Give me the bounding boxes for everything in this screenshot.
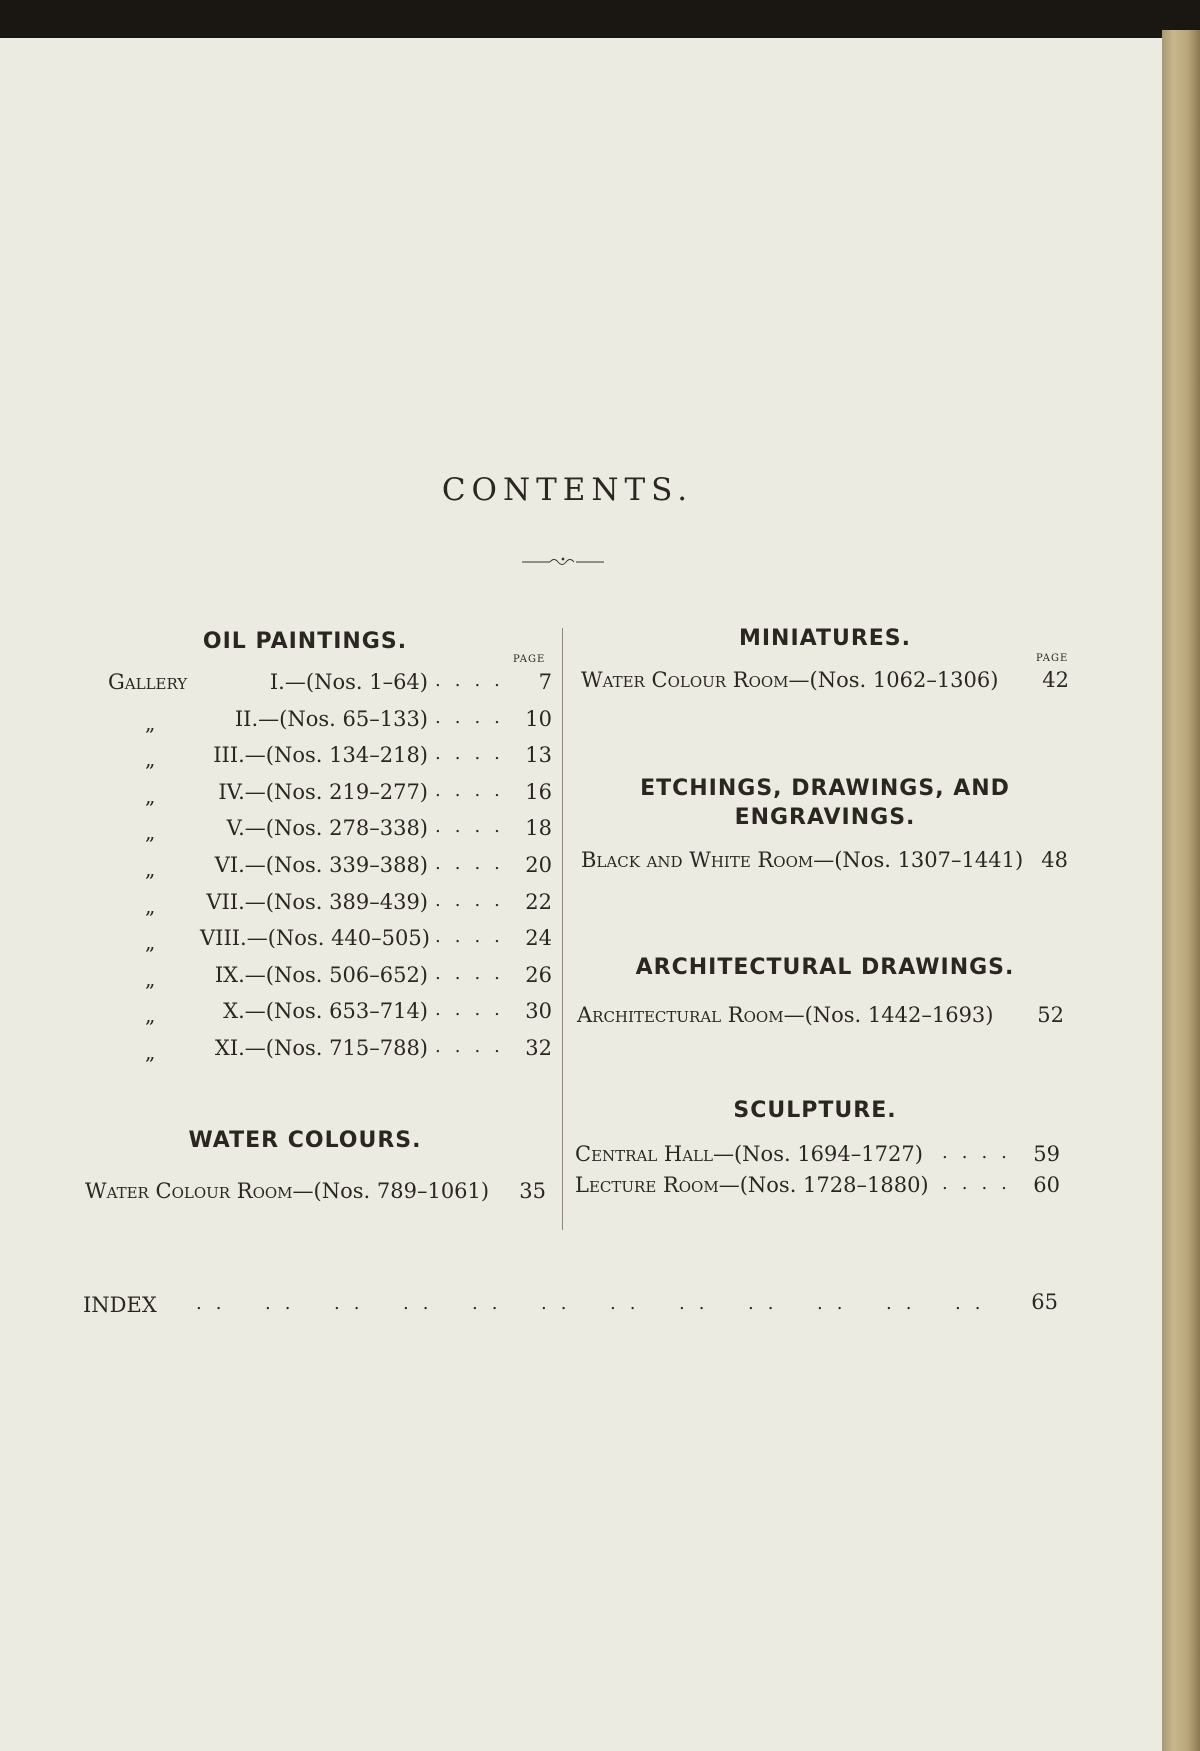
number-range: —(Nos. 506–652): [244, 963, 428, 987]
number-range: —(Nos. 1307–1441): [813, 848, 1024, 872]
gallery-number: IV.: [218, 780, 245, 804]
number-range: —(Nos. 134–218): [244, 743, 428, 767]
page-number: 7: [538, 670, 552, 694]
toc-entry[interactable]: [200, 963, 428, 987]
page-number: 60: [1033, 1173, 1060, 1197]
etchings-heading-line2: ENGRAVINGS.: [734, 805, 916, 830]
oil-paintings-heading: OIL PAINTINGS.: [202, 629, 408, 654]
gallery-number: XI.: [214, 1036, 245, 1060]
page-number: 59: [1033, 1142, 1060, 1166]
ditto-mark: „: [145, 711, 156, 735]
toc-entry[interactable]: [200, 743, 428, 767]
water-colours-heading: WATER COLOURS.: [188, 1128, 422, 1153]
index-page-number: 65: [1031, 1290, 1058, 1314]
book-page: [0, 38, 1162, 1751]
page-number: 18: [525, 816, 552, 840]
ditto-mark: „: [145, 894, 156, 918]
leader-dots: ....: [435, 926, 514, 947]
page-title: CONTENTS.: [441, 472, 694, 508]
leader-dots: ....: [435, 670, 514, 691]
toc-entry[interactable]: [200, 707, 428, 731]
page-number: 20: [525, 853, 552, 877]
number-range: —(Nos. 715–788): [244, 1036, 428, 1060]
page-number: 22: [525, 890, 552, 914]
leader-dots: ....: [435, 853, 514, 874]
page-number: 52: [1037, 1003, 1064, 1027]
gallery-number: VI.: [214, 853, 245, 877]
room-name: Water Colour Room: [581, 668, 789, 692]
page-number: 16: [525, 780, 552, 804]
gallery-number: V.: [226, 816, 245, 840]
room-name: Black and White Room: [581, 848, 814, 872]
toc-entry[interactable]: [581, 668, 998, 692]
room-name: Lecture Room: [575, 1173, 719, 1197]
ditto-mark: „: [145, 930, 156, 954]
page-number: 30: [525, 999, 552, 1023]
page-column-label: PAGE: [513, 654, 546, 665]
page-number: 35: [519, 1179, 546, 1203]
page-number: 13: [525, 743, 552, 767]
page-number: 32: [525, 1036, 552, 1060]
number-range: —(Nos. 440–505): [246, 926, 430, 950]
number-range: —(Nos. 1694–1727): [712, 1142, 923, 1166]
ditto-mark: „: [145, 1003, 156, 1027]
room-name: Central Hall: [575, 1142, 713, 1166]
miniatures-heading: MINIATURES.: [738, 626, 912, 651]
number-range: —(Nos. 278–338): [244, 816, 428, 840]
toc-entry[interactable]: [575, 1173, 929, 1197]
page-number: 24: [525, 926, 552, 950]
gallery-number: VII.: [206, 890, 245, 914]
number-range: —(Nos. 1728–1880): [718, 1173, 929, 1197]
number-range: —(Nos. 653–714): [244, 999, 428, 1023]
etchings-heading-line1: ETCHINGS, DRAWINGS, AND: [640, 776, 1010, 801]
leader-dots: ....: [435, 743, 514, 764]
gallery-number: III.: [213, 743, 245, 767]
number-range: —(Nos. 1442–1693): [783, 1003, 994, 1027]
number-range: —(Nos. 389–439): [244, 890, 428, 914]
index-label[interactable]: INDEX: [83, 1293, 157, 1317]
number-range: —(Nos. 789–1061): [292, 1179, 490, 1203]
toc-entry[interactable]: [200, 999, 428, 1023]
leader-dots: ....: [435, 890, 514, 911]
toc-entry[interactable]: [575, 1142, 923, 1166]
number-range: —(Nos. 219–277): [244, 780, 428, 804]
ditto-mark: „: [145, 820, 156, 844]
architectural-heading: ARCHITECTURAL DRAWINGS.: [635, 955, 1015, 980]
index-leader-dots: .. .. .. .. .. .. .. .. .. .. .. ..: [196, 1293, 995, 1314]
room-name: Water Colour Room: [85, 1179, 293, 1203]
leader-dots: ....: [435, 999, 514, 1020]
ditto-mark: „: [145, 784, 156, 808]
page-column-label-right: PAGE: [1036, 653, 1069, 664]
gallery-number: IX.: [214, 963, 245, 987]
number-range: —(Nos. 1062–1306): [788, 668, 999, 692]
toc-entry[interactable]: [200, 926, 428, 950]
gallery-label: Gallery: [108, 670, 188, 694]
toc-entry[interactable]: [577, 1003, 993, 1027]
sculpture-heading: SCULPTURE.: [733, 1098, 897, 1123]
gallery-number: VIII.: [200, 926, 247, 950]
number-range: —(Nos. 339–388): [244, 853, 428, 877]
leader-dots: ....: [942, 1142, 1021, 1163]
room-name: Architectural Room: [577, 1003, 784, 1027]
leader-dots: ....: [942, 1173, 1021, 1194]
column-divider: [562, 628, 563, 1230]
ditto-mark: „: [145, 857, 156, 881]
gallery-number: X.: [223, 999, 245, 1023]
toc-entry[interactable]: [200, 890, 428, 914]
number-range: —(Nos. 65–133): [258, 707, 428, 731]
ditto-mark: „: [145, 967, 156, 991]
toc-entry[interactable]: [200, 816, 428, 840]
page-number: 48: [1041, 848, 1068, 872]
leader-dots: ....: [435, 963, 514, 984]
toc-entry[interactable]: [200, 853, 428, 877]
toc-entry[interactable]: [200, 1036, 428, 1060]
gallery-number: II.: [234, 707, 259, 731]
leader-dots: ....: [435, 707, 514, 728]
leader-dots: ....: [435, 1036, 514, 1057]
leader-dots: ....: [435, 780, 514, 801]
ornament-divider: [520, 556, 606, 566]
toc-entry[interactable]: [200, 670, 428, 694]
toc-entry[interactable]: [85, 1179, 489, 1203]
gallery-number: I.: [269, 670, 285, 694]
page-number: 42: [1042, 668, 1069, 692]
leader-dots: ....: [435, 816, 514, 837]
page-number: 26: [525, 963, 552, 987]
ditto-mark: „: [145, 747, 156, 771]
ditto-mark: „: [145, 1040, 156, 1064]
toc-entry[interactable]: [200, 780, 428, 804]
toc-entry[interactable]: [581, 848, 1023, 872]
page-edge: [1162, 30, 1200, 1751]
number-range: —(Nos. 1–64): [284, 670, 428, 694]
page-number: 10: [525, 707, 552, 731]
